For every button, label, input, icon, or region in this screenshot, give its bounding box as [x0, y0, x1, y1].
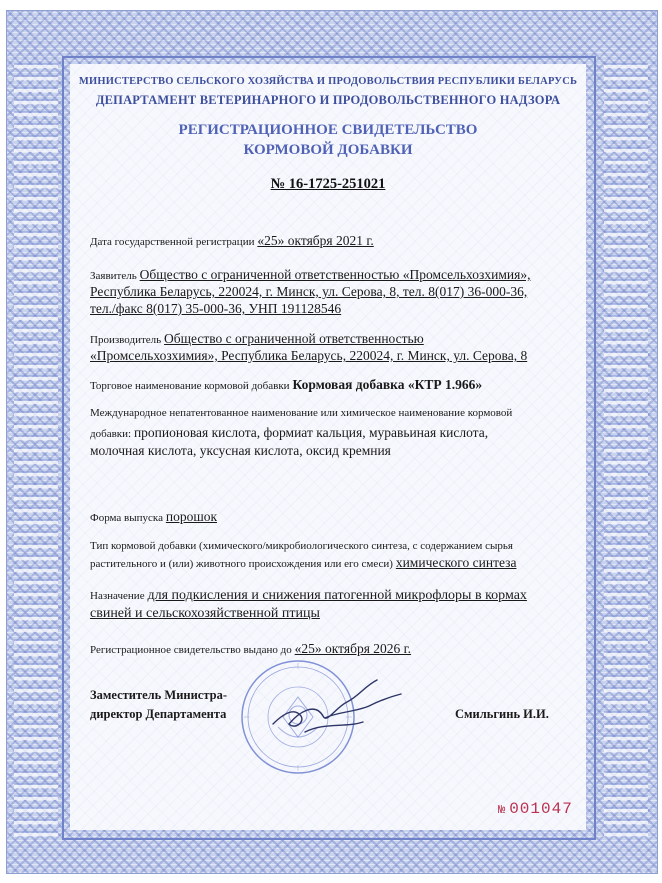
left-ornament-strip — [14, 56, 58, 836]
type-label-line1: Тип кормовой добавки (химического/микробиологического синтеза, с содержанием сырья — [90, 540, 513, 552]
form-row — [90, 508, 590, 527]
trade-name-value: Кормовая добавка «КТР 1.966» — [292, 377, 483, 392]
form-value: порошок — [165, 509, 218, 524]
producer-line2: «Промсельхозхимия», Республика Беларусь, 220024, г. Минск, ул. Серова, 8 — [90, 348, 528, 363]
registration-number-text: № 16-1725-251021 — [270, 176, 386, 192]
purpose-line2-row — [90, 605, 590, 623]
applicant-line1: Общество с ограниченной ответственностью «Промсельхозхимия», — [139, 267, 531, 282]
document-title: РЕГИСТРАЦИОННОЕ СВИДЕТЕЛЬСТВО — [178, 122, 478, 138]
inn-line2-row — [90, 424, 590, 443]
producer-label: Производитель — [90, 334, 162, 346]
right-ornament-strip — [604, 56, 648, 836]
applicant-line3: тел./факс 8(017) 35-000-36, УНП 191128546 — [90, 301, 342, 316]
serial-number — [498, 800, 573, 818]
type-value-row — [90, 554, 590, 573]
registration-date-label: Дата государственной регистрации — [90, 236, 255, 248]
signatory-position-line2: директор Департамента — [90, 707, 227, 721]
signature-icon — [265, 672, 405, 742]
inn-label: Международное непатентованное наименование или химическое наименование кормовой — [90, 407, 513, 419]
inn-label-prefix: добавки: — [90, 428, 132, 440]
form-label: Форма выпуска — [90, 512, 163, 524]
serial-number-sign: № — [498, 803, 507, 817]
type-label-row — [90, 538, 590, 555]
registration-date-row — [90, 232, 590, 251]
applicant-line3-row — [90, 300, 590, 319]
registration-number — [70, 176, 586, 193]
purpose-row — [90, 587, 590, 605]
ministry-name: МИНИСТЕРСТВО СЕЛЬСКОГО ХОЗЯЙСТВА И ПРОДОВОЛЬСТВИЯ РЕСПУБЛИКИ БЕЛАРУСЬ — [78, 76, 578, 87]
document-subtitle: КОРМОВОЙ ДОБАВКИ — [243, 142, 413, 158]
type-value: химического синтеза — [395, 555, 517, 570]
inn-line3-row — [90, 442, 590, 461]
signatory-position-line1: Заместитель Министра- — [90, 688, 227, 702]
signatory-name: Смильгинь И.И. — [455, 707, 549, 721]
valid-until-value: «25» октября 2026 г. — [294, 641, 412, 656]
trade-name-row — [90, 376, 590, 395]
producer-line1: Общество с ограниченной ответственностью — [164, 331, 424, 346]
producer-line2-row — [90, 347, 590, 366]
inn-value-line3: молочная кислота, уксусная кислота, оксид кремния — [90, 443, 391, 458]
purpose-label: Назначение — [90, 590, 145, 602]
applicant-line2: Республика Беларусь, 220024, г. Минск, ул. Серова, 8, тел. 8(017) 36-000-36, — [90, 284, 528, 299]
valid-until-label: Регистрационное свидетельство выдано до — [90, 644, 292, 656]
trade-name-label: Торговое наименование кормовой добавки — [90, 380, 290, 392]
inn-value-line2: пропионовая кислота, формиат кальция, муравьиная кислота, — [133, 425, 489, 440]
purpose-line2: свиней и сельскохозяйственной птицы — [90, 606, 320, 621]
department-name: ДЕПАРТАМЕНТ ВЕТЕРИНАРНОГО И ПРОДОВОЛЬСТВЕННОГО НАДЗОРА — [95, 93, 561, 107]
registration-date-value: «25» октября 2021 г. — [257, 233, 374, 248]
type-label-line2: растительного и (или) животного происхождения или его смеси) — [90, 558, 393, 570]
purpose-line1: для подкисления и снижения патогенной микрофлоры в кормах — [147, 588, 527, 603]
applicant-label: Заявитель — [90, 270, 137, 282]
inn-label-row — [90, 405, 590, 422]
serial-number-value: 001047 — [509, 800, 573, 818]
